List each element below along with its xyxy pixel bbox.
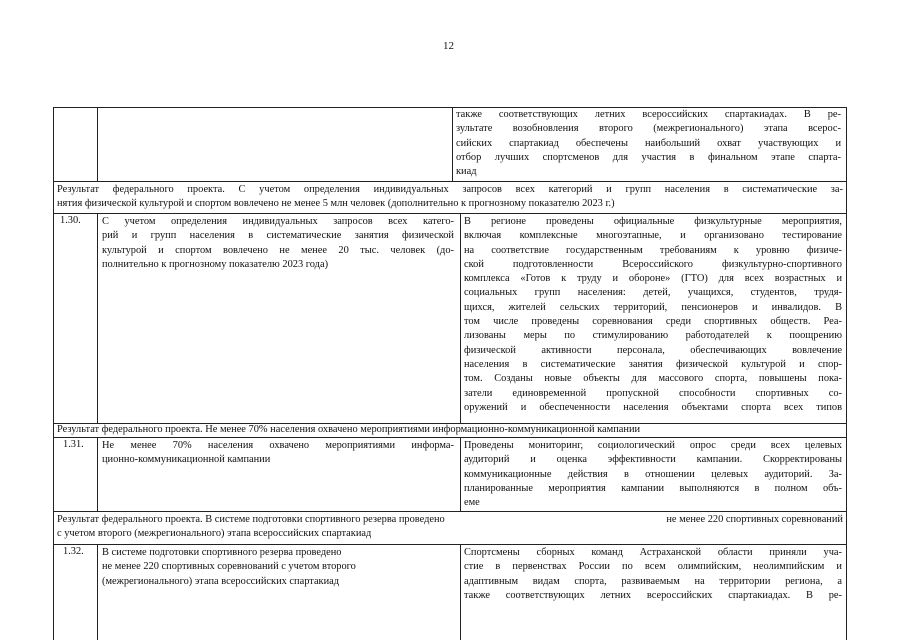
col-divider-num — [97, 437, 98, 511]
federal-result-3-line1-right: не менее 220 спортивных соревнований — [666, 514, 843, 525]
col-divider-task — [460, 213, 461, 423]
page-number: 12 — [443, 40, 454, 52]
row-divider — [53, 181, 847, 182]
col-divider-task — [452, 107, 453, 181]
col-divider-task — [460, 544, 461, 640]
federal-result-3-line1-left: Результат федерального проекта. В системе подготовки спортивного резерва проведено — [57, 514, 445, 525]
row-number: 1.32. — [63, 546, 84, 557]
federal-result-2: Результат федерального проекта. Не менее 70% населения охвачено мероприятиями информационно-коммуникационной кампании — [57, 424, 641, 435]
result-cell: Проведены мониторинг, социологический опрос среди всех целевых аудиторий и оценка эффективности кампании. Скорректированы коммуникационные действия в отношении целевых аудиторий. За- планированные мероприятия кампании выполняются в полном объ- еме — [464, 440, 842, 509]
col-divider-num — [97, 107, 98, 181]
federal-result-3: Результат федерального проекта. В системе подготовки спортивного резерва проведено не менее 220 спортивных соревнований с учетом второго (межрегионального) этапа всероссийских спартакиад — [57, 514, 843, 540]
row-divider — [53, 511, 847, 512]
col-divider-task — [460, 437, 461, 511]
federal-result-1: Результат федерального проекта. С учетом определения индивидуальных запросов всех категорий и групп населения в систематические за- нятия физической культурой и спортом вовлечено не менее 5 млн человек (дополнительно к прогнозному показателю 2023 г.) — [57, 184, 843, 210]
cont-result-cell: также соответствующих летних всероссийских спартакиадах. В ре- зультате возобновления второго (межрегионального) этапа всерос- сийских спартакиад обеспечены наибольший охват участвующих и отбор лучших спортсменов для участия в финальном этапе спарта- киад — [456, 109, 841, 178]
col-divider-num — [97, 544, 98, 640]
result-cell: В регионе проведены официальные физкультурные мероприятия, включая комплексные многоэтапные, и организовано тестирование на соответствие государственным требованиям к уровню физиче- ской подготовленности Всероссийского физкультурно-спортивного комплекса «Готов к труду и обороне» (ГТО) для всех возрастных и социальных групп населения: детей, учащихся, студентов, трудя- щихся, жителей сельских территорий, пенсионеров и инвалидов. В том числе проведены соревнования среди спортивных обществ. Реа- лизованы меры по стимулированию работодателей к поощрению физической активности персонала, обеспечивающих вовлечение населения в систематические занятия физической культурой и спор- том. Созданы новые объекты для массового спорта, повышены пока- затели единовременной пропускной способности спортивных со- оружений и обеспеченности населения объектами спорта всех типов — [464, 216, 842, 413]
task-cell: С учетом определения индивидуальных запросов всех катего- рий и групп населения в систематические занятия физической культурой и спортом вовлечено не менее 20 тыс. человек (до- полнительно к прогнозному показателю 2023 года) — [102, 216, 454, 270]
task-cell: Не менее 70% населения охвачено мероприятиями информа- ционно-коммуникационной кампании — [102, 440, 454, 466]
row-number: 1.31. — [63, 439, 84, 450]
row-divider — [53, 544, 847, 545]
table-border-right — [846, 107, 847, 640]
table-border-left — [53, 107, 54, 640]
row-number: 1.30. — [60, 215, 81, 226]
col-divider-num — [97, 213, 98, 423]
task-cell: В системе подготовки спортивного резерва проведено не менее 220 спортивных соревнований с учетом второго (межрегионального) этапа всероссийских спартакиад — [102, 547, 356, 587]
result-cell: Спортсмены сборных команд Астраханской области приняли уча- стие в первенствах России по всем олимпийским, неолимпийским и адаптивным видам спорта, развиваемым на территории региона, а также соответствующих летних всероссийских спартакиадах. В ре- — [464, 547, 842, 601]
row-divider — [53, 213, 847, 214]
